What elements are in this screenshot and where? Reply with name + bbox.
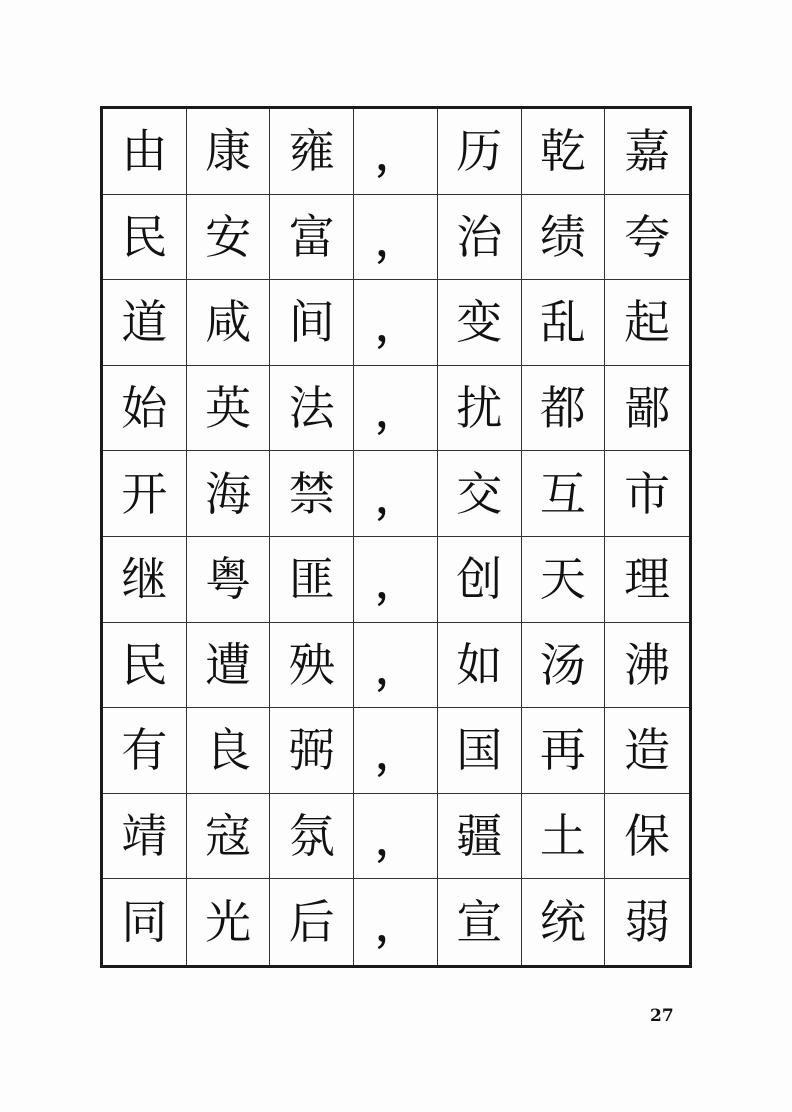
grid-cell-c1-r6: 继	[103, 537, 187, 623]
grid-cell-c4-r2: ，	[354, 195, 438, 281]
grid-cell-c5-r8: 国	[438, 708, 522, 794]
grid-cell-c7-r7: 沸	[605, 623, 689, 709]
grid-cell-c1-r8: 有	[103, 708, 187, 794]
grid-cell-c4-r9: ，	[354, 794, 438, 880]
grid-cell-c5-r6: 创	[438, 537, 522, 623]
grid-cell-c5-r10: 宣	[438, 879, 522, 965]
grid-cell-c2-r5: 海	[187, 451, 271, 537]
grid-cell-c1-r2: 民	[103, 195, 187, 281]
grid-cell-c6-r2: 绩	[522, 195, 606, 281]
grid-cell-c2-r1: 康	[187, 109, 271, 195]
grid-cell-c7-r5: 市	[605, 451, 689, 537]
grid-cell-c3-r4: 法	[270, 366, 354, 452]
grid-cell-c1-r4: 始	[103, 366, 187, 452]
grid-cell-c1-r5: 开	[103, 451, 187, 537]
grid-cell-c5-r9: 疆	[438, 794, 522, 880]
grid-cell-c1-r1: 由	[103, 109, 187, 195]
grid-cell-c6-r4: 都	[522, 366, 606, 452]
grid-cell-c5-r2: 治	[438, 195, 522, 281]
grid-cell-c3-r10: 后	[270, 879, 354, 965]
grid-cell-c7-r1: 嘉	[605, 109, 689, 195]
grid-cell-c7-r3: 起	[605, 280, 689, 366]
grid-cell-c5-r1: 历	[438, 109, 522, 195]
grid-cell-c3-r5: 禁	[270, 451, 354, 537]
grid-cell-c2-r9: 寇	[187, 794, 271, 880]
grid-cell-c3-r8: 弼	[270, 708, 354, 794]
calligraphy-grid	[100, 106, 692, 968]
grid-cell-c4-r4: ，	[354, 366, 438, 452]
grid-cell-c4-r10: ，	[354, 879, 438, 965]
grid-cell-c7-r9: 保	[605, 794, 689, 880]
grid-cell-c4-r5: ，	[354, 451, 438, 537]
grid-cell-c6-r10: 统	[522, 879, 606, 965]
grid-cell-c2-r8: 良	[187, 708, 271, 794]
grid-cell-c3-r6: 匪	[270, 537, 354, 623]
grid-cell-c6-r3: 乱	[522, 280, 606, 366]
grid-cell-c7-r2: 夸	[605, 195, 689, 281]
grid-cell-c3-r3: 间	[270, 280, 354, 366]
grid-cell-c4-r1: ，	[354, 109, 438, 195]
grid-cell-c3-r2: 富	[270, 195, 354, 281]
grid-cell-c6-r6: 天	[522, 537, 606, 623]
grid-cell-c3-r1: 雍	[270, 109, 354, 195]
grid-cell-c5-r4: 扰	[438, 366, 522, 452]
grid-cell-c2-r10: 光	[187, 879, 271, 965]
grid-cell-c3-r7: 殃	[270, 623, 354, 709]
grid-cell-c6-r9: 土	[522, 794, 606, 880]
grid-cell-c4-r3: ，	[354, 280, 438, 366]
grid-cell-c7-r8: 造	[605, 708, 689, 794]
grid-cell-c6-r7: 汤	[522, 623, 606, 709]
grid-cell-c4-r8: ，	[354, 708, 438, 794]
grid-cell-c5-r3: 变	[438, 280, 522, 366]
grid-cell-c1-r10: 同	[103, 879, 187, 965]
grid-cell-c7-r4: 鄙	[605, 366, 689, 452]
grid-cell-c5-r7: 如	[438, 623, 522, 709]
grid-cell-c6-r5: 互	[522, 451, 606, 537]
grid-cell-c1-r3: 道	[103, 280, 187, 366]
grid-cell-c1-r7: 民	[103, 623, 187, 709]
grid-cell-c2-r6: 粤	[187, 537, 271, 623]
grid-cell-c4-r6: ，	[354, 537, 438, 623]
grid-cell-c7-r6: 理	[605, 537, 689, 623]
grid-cell-c6-r1: 乾	[522, 109, 606, 195]
grid-cell-c6-r8: 再	[522, 708, 606, 794]
grid-cell-c2-r3: 咸	[187, 280, 271, 366]
grid-cell-c7-r10: 弱	[624, 895, 671, 950]
grid-cell-c3-r9: 氛	[270, 794, 354, 880]
grid-cell-c2-r7: 遭	[187, 623, 271, 709]
grid-cell-c2-r2: 安	[187, 195, 271, 281]
grid-cell-c5-r5: 交	[438, 451, 522, 537]
grid-cell-c2-r4: 英	[187, 366, 271, 452]
grid-cell-c4-r7: ，	[354, 623, 438, 709]
grid-cell-c1-r9: 靖	[103, 794, 187, 880]
page-number: 27	[650, 1006, 674, 1026]
